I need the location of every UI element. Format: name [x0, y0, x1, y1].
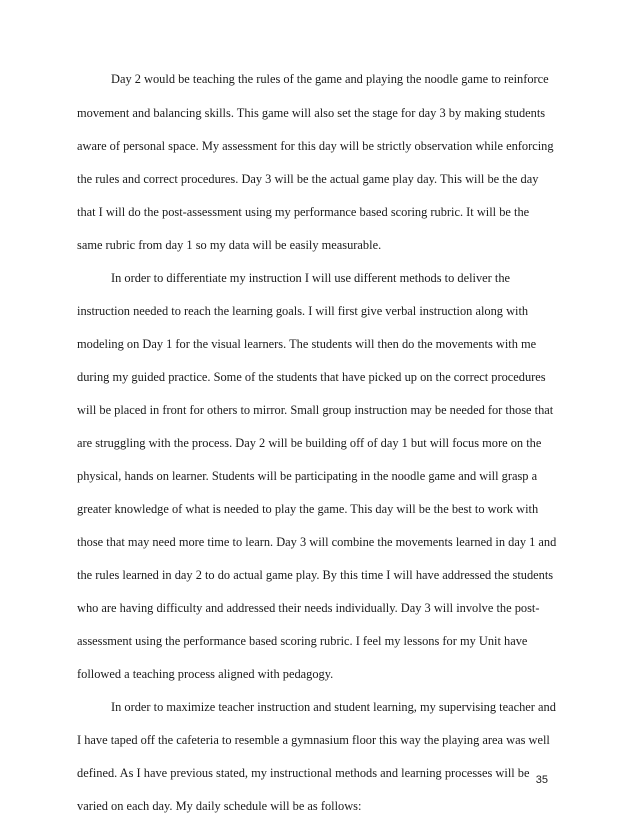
- paragraph-2-line-6: are struggling with the process. Day 2 will be building off of day 1 but will focus more on the: [77, 436, 542, 450]
- paragraph-1-line-4: the rules and correct procedures. Day 3 will be the actual game play day. This will be the day: [77, 172, 539, 186]
- paragraph-3-line-3: defined. As I have previous stated, my instructional methods and learning processes will be: [77, 766, 530, 780]
- paragraph-2-line-1: In order to differentiate my instruction I will use different methods to deliver the: [111, 271, 511, 285]
- paragraph-2-line-4: during my guided practice. Some of the students that have picked up on the correct procedures: [77, 370, 546, 384]
- paragraph-2-line-2: instruction needed to reach the learning goals. I will first give verbal instruction along with: [77, 304, 529, 318]
- paragraph-1-line-3: aware of personal space. My assessment for this day will be strictly observation while enforcing: [77, 139, 554, 153]
- paragraph-2-line-13: followed a teaching process aligned with pedagogy.: [77, 667, 334, 681]
- paragraph-2-line-9: those that may need more time to learn. Day 3 will combine the movements learned in day 1 and: [77, 535, 557, 549]
- paragraph-2-line-12: assessment using the performance based scoring rubric. I feel my lessons for my Unit have: [77, 634, 528, 648]
- paragraph-3-line-4: varied on each day. My daily schedule will be as follows:: [77, 799, 362, 813]
- paragraph-2-line-8: greater knowledge of what is needed to play the game. This day will be the best to work with: [77, 502, 539, 516]
- paragraph-2-line-7: physical, hands on learner. Students will be participating in the noodle game and will grasp a: [77, 469, 538, 483]
- paragraph-1-line-1: Day 2 would be teaching the rules of the game and playing the noodle game to reinforce: [111, 72, 549, 86]
- paragraph-2-line-10: the rules learned in day 2 to do actual game play. By this time I will have addressed the students: [77, 568, 554, 582]
- paragraph-1-line-2: movement and balancing skills. This game will also set the stage for day 3 by making students: [77, 106, 546, 120]
- paragraph-3-line-2: I have taped off the cafeteria to resemble a gymnasium floor this way the playing area was well: [77, 733, 550, 747]
- paragraph-3-line-1: In order to maximize teacher instruction and student learning, my supervising teacher and: [111, 700, 556, 714]
- paragraph-2-line-3: modeling on Day 1 for the visual learners. The students will then do the movements with me: [77, 337, 537, 351]
- paragraph-2-line-11: who are having difficulty and addressed their needs individually. Day 3 will involve the post-: [77, 601, 540, 615]
- page-number: 35: [535, 774, 548, 786]
- paragraph-2-line-5: will be placed in front for others to mirror. Small group instruction may be needed for those that: [77, 403, 554, 417]
- paragraph-1-line-5: that I will do the post-assessment using my performance based scoring rubric. It will be the: [77, 205, 530, 219]
- paragraph-1-line-6: same rubric from day 1 so my data will be easily measurable.: [77, 238, 382, 252]
